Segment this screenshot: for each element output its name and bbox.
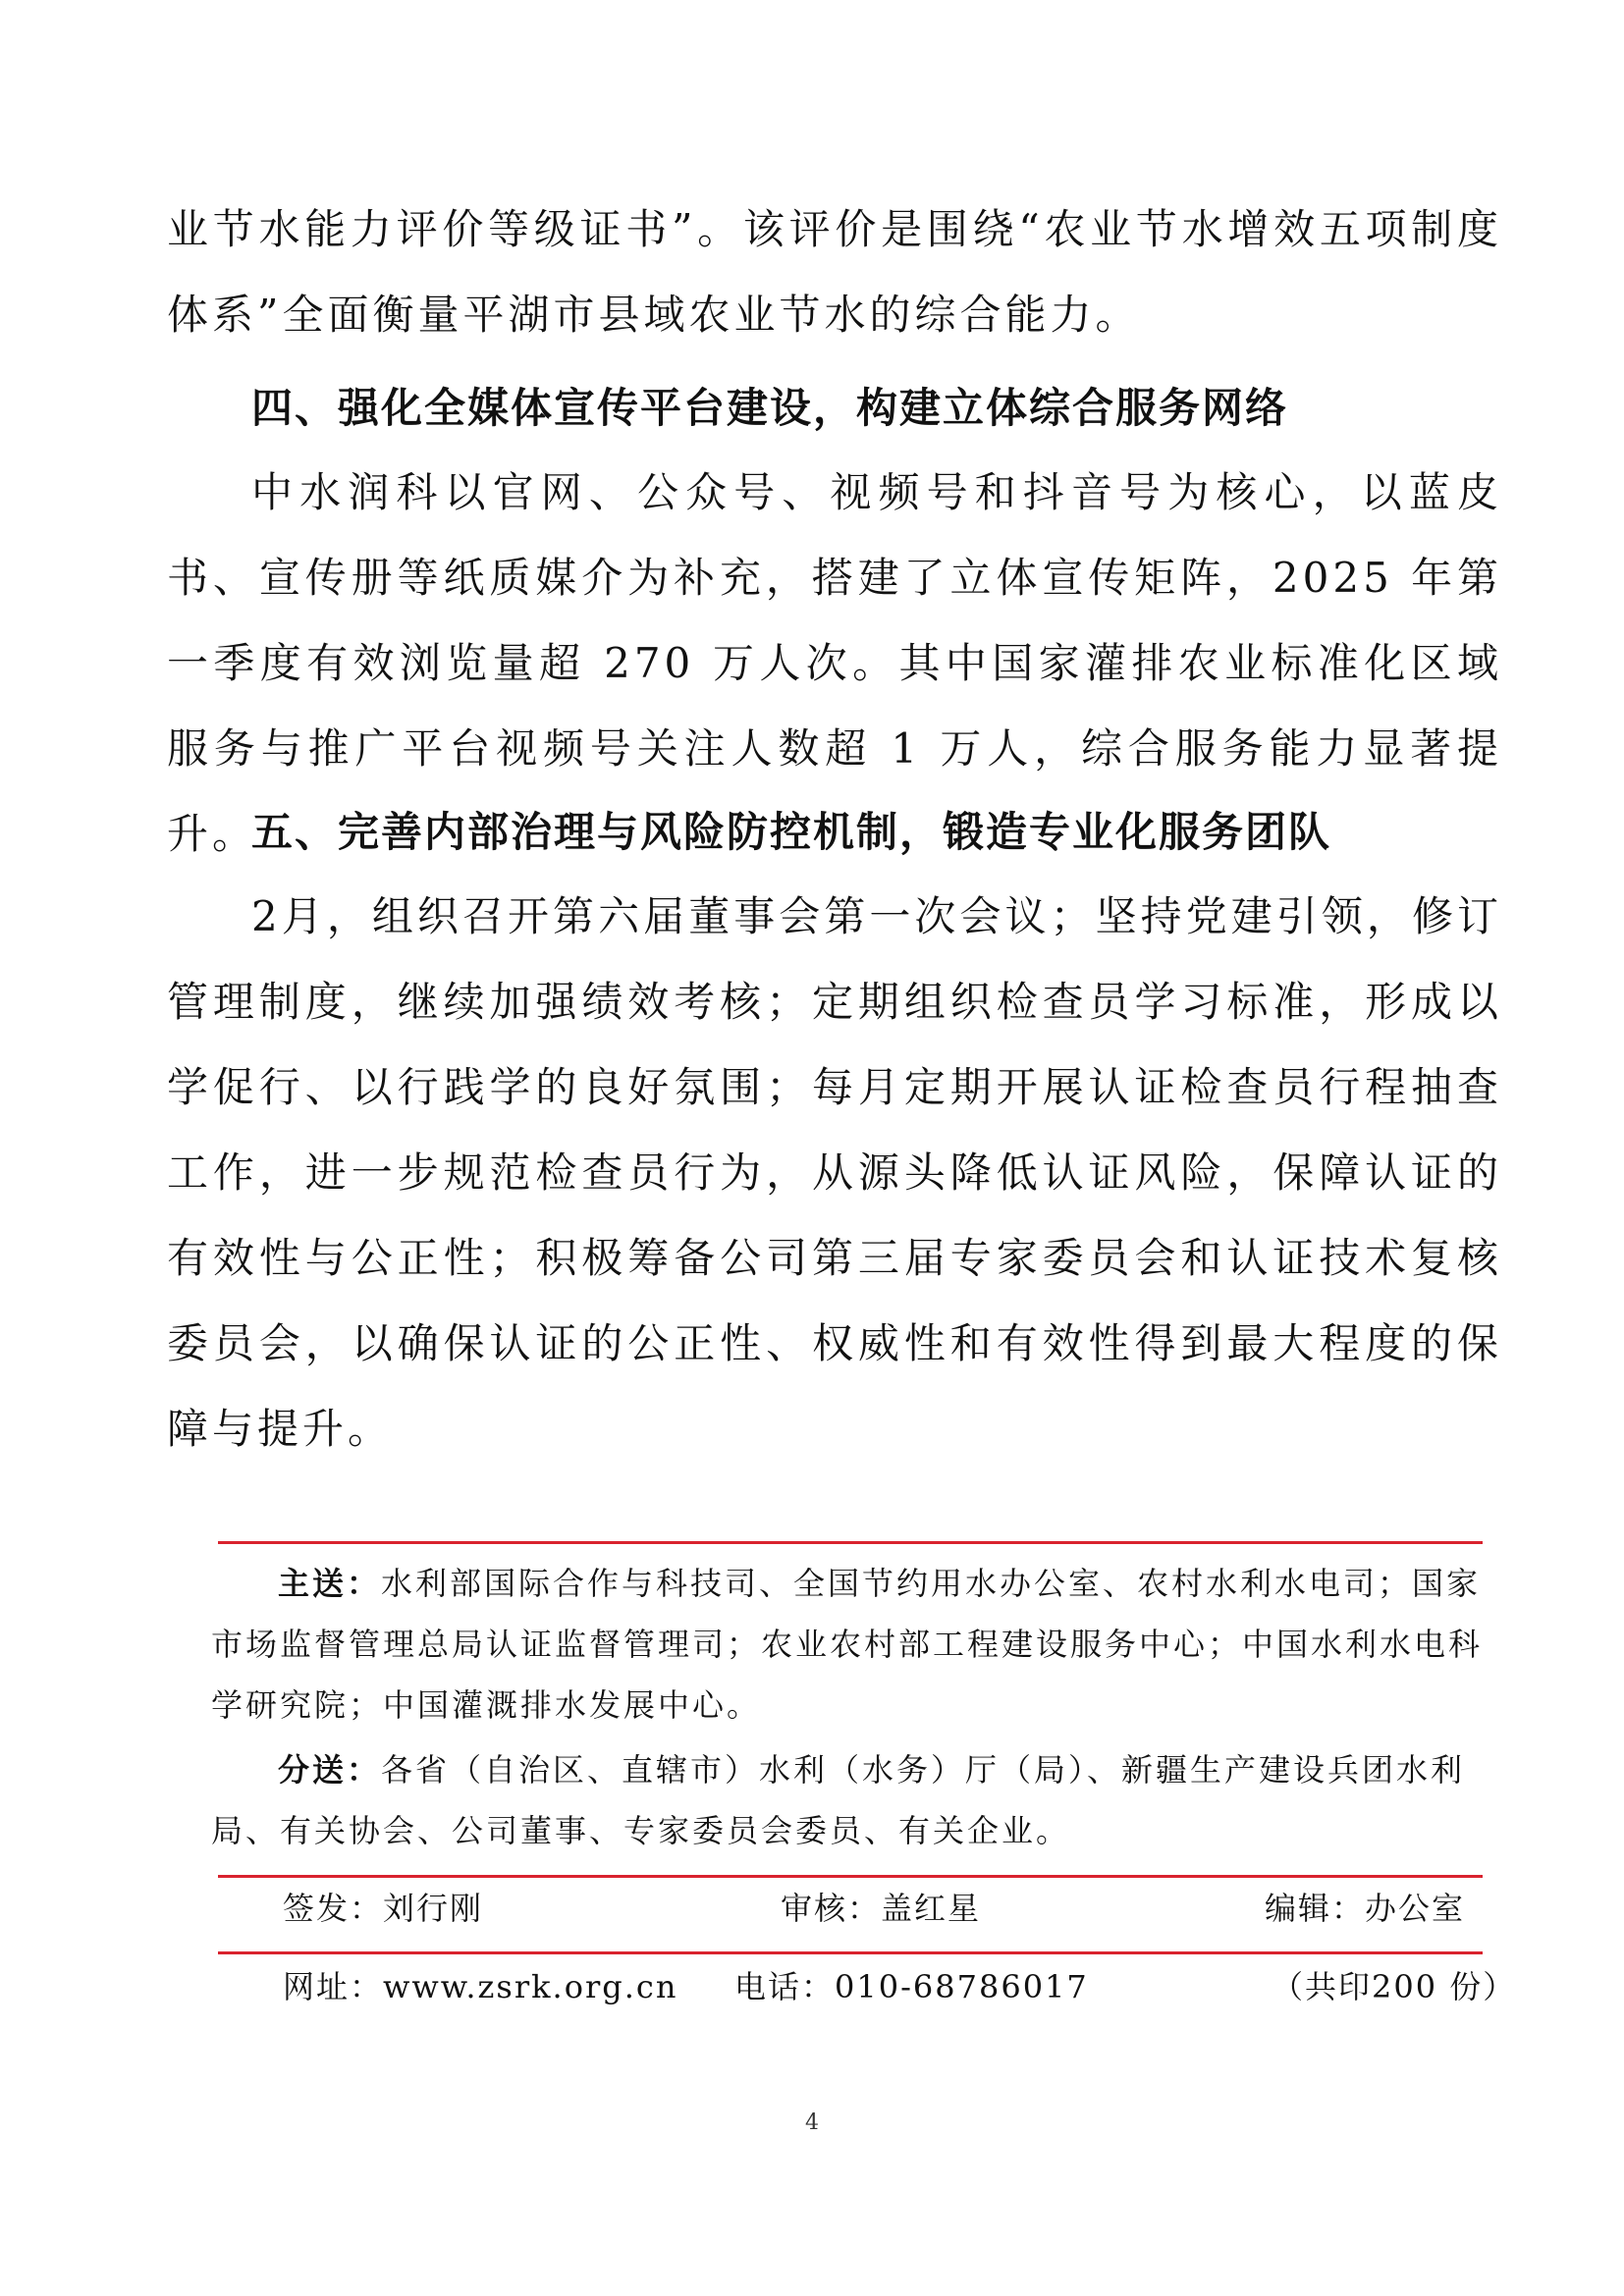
body-paragraph-3: 2月，组织召开第六届董事会第一次会议；坚持党建引领，修订管理制度，继续加强绩效考核；定期组织检查员学习标准，形成以学促行、以行践学的良好氛围；每月定期开展认证检查员行程抽查工作，进一步规范检查员行为，从源头降低认证风险，保障认证的有效性与公正性；积极筹备公司第三届专家委员会和认证技术复核委员会，以确保认证的公正性、权威性和有效性得到最大程度的保障与提升。 (167, 892, 1502, 1453)
footer-rule-2 (218, 1951, 1483, 1954)
copy-recipients-label: 分送： (278, 1751, 382, 1789)
website: 网址：www.zsrk.org.cn (283, 1968, 678, 2005)
body-paragraph-1: 业节水能力评价等级证书”。该评价是围绕“农业节水增效五项制度体系”全面衡量平湖市县域农业节水的综合能力。 (167, 205, 1502, 339)
footer-rule-1 (218, 1875, 1483, 1878)
editor: 编辑：办公室 (1265, 1890, 1466, 1927)
phone: 电话：010-68786017 (734, 1968, 1089, 2005)
main-recipients-text: 水利部国际合作与科技司、全国节约用水办公室、农村水利水电司；国家市场监督管理总局认证监督管理司；农业农村部工程建设服务中心；中国水利水电科学研究院；中国灌溉排水发展中心。 (211, 1565, 1484, 1724)
body-paragraph-2: 中水润科以官网、公众号、视频号和抖音号为核心，以蓝皮书、宣传册等纸质媒介为补充，搭建了立体宣传矩阵，2025 年第一季度有效浏览量超 270 万人次。其中国家灌排农业标准化区域服务与推广平台视频号关注人数超 1 万人，综合服务能力显著提升。 (167, 468, 1502, 858)
copy-recipients (211, 1739, 1497, 1861)
main-recipients (211, 1553, 1497, 1735)
distribution-top-rule (218, 1541, 1483, 1544)
print-copies: （共印200 份） (1272, 1968, 1517, 2005)
section-heading-4: 四、强化全媒体宣传平台建设，构建立体综合服务网络 (251, 384, 1289, 432)
section-heading-5: 五、完善内部治理与风险防控机制，锻造专业化服务团队 (251, 808, 1332, 856)
issuer: 签发：刘行刚 (283, 1890, 484, 1927)
copy-recipients-text: 各省（自治区、直辖市）水利（水务）厅（局）、新疆生产建设兵团水利局、有关协会、公司董事、专家委员会委员、有关企业。 (211, 1751, 1466, 1849)
reviewer: 审核：盖红星 (781, 1890, 982, 1927)
main-recipients-label: 主送： (278, 1565, 382, 1602)
page-number: 4 (805, 2110, 819, 2135)
